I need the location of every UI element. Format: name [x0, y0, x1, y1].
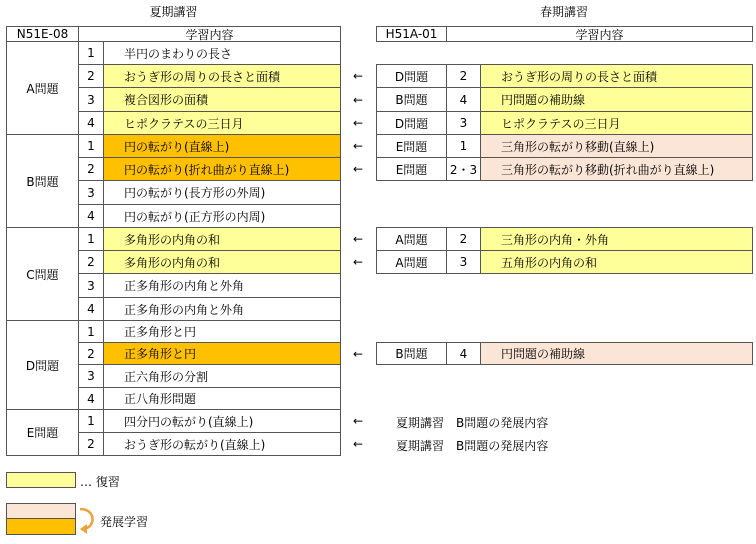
- spring-text: 円問題の補助線: [480, 342, 753, 365]
- spring-label: D問題: [376, 64, 447, 88]
- spring-label: B問題: [376, 87, 447, 112]
- legend-summer-swatch: [6, 518, 76, 535]
- group-label-e: E問題: [6, 409, 79, 456]
- spring-code: H51A-01: [376, 26, 447, 42]
- row-number: 3: [78, 273, 104, 298]
- row-number: 2: [78, 432, 104, 456]
- row-number: 4: [78, 111, 104, 135]
- spring-text: 円問題の補助線: [480, 87, 753, 112]
- row-text: 多角形の内角の和: [103, 250, 341, 274]
- legend-review-label: … 復習: [80, 475, 120, 489]
- arrow-icon: ←: [352, 69, 364, 83]
- spring-number: 4: [446, 87, 481, 112]
- spring-label: A問題: [376, 250, 447, 274]
- row-text: 多角形の内角の和: [103, 227, 341, 251]
- arrow-icon: ←: [352, 162, 364, 176]
- row-text: 円の転がり(折れ曲がり直線上): [103, 157, 341, 181]
- spring-number: 2: [446, 64, 481, 88]
- row-text: 複合図形の面積: [103, 87, 341, 112]
- arrow-icon: ←: [352, 347, 364, 361]
- spring-label: E問題: [376, 157, 447, 181]
- row-text: ヒポクラテスの三日月: [103, 111, 341, 135]
- row-number: 3: [78, 180, 104, 205]
- row-number: 2: [78, 250, 104, 274]
- spring-label: D問題: [376, 111, 447, 135]
- spring-number: 2: [446, 227, 481, 251]
- spring-text: おうぎ形の周りの長さと面積: [480, 64, 753, 88]
- row-number: 4: [78, 204, 104, 228]
- arrow-icon: ←: [352, 437, 364, 451]
- group-label-b: B問題: [6, 134, 79, 228]
- summer-code: N51E-08: [6, 26, 79, 42]
- spring-label: A問題: [376, 227, 447, 251]
- arrow-icon: ←: [352, 414, 364, 428]
- row-text: おうぎ形の周りの長さと面積: [103, 64, 341, 88]
- row-number: 1: [78, 320, 104, 343]
- arrow-icon: ←: [352, 116, 364, 130]
- spring-label: B問題: [376, 342, 447, 365]
- group-label-d: D問題: [6, 320, 79, 410]
- legend-review-swatch: [6, 472, 76, 488]
- spring-label: E問題: [376, 134, 447, 158]
- arrow-icon: ←: [352, 139, 364, 153]
- group-label-a: A問題: [6, 41, 79, 135]
- legend-development-swatch: [6, 503, 76, 519]
- row-number: 4: [78, 387, 104, 410]
- summer-title: 夏期講習: [149, 5, 198, 19]
- summer-header: 学習内容: [78, 26, 341, 42]
- row-text: 円の転がり(直線上): [103, 134, 341, 158]
- spring-text: 三角形の転がり移動(折れ曲がり直線上): [480, 157, 753, 181]
- group-label-c: C問題: [6, 227, 79, 321]
- row-number: 2: [78, 342, 104, 365]
- row-text: 正八角形問題: [103, 387, 341, 410]
- row-number: 1: [78, 409, 104, 433]
- row-text: おうぎ形の転がり(直線上): [103, 432, 341, 456]
- row-text: 正多角形の内角と外角: [103, 273, 341, 298]
- row-text: 正多角形と円: [103, 342, 341, 365]
- spring-header: 学習内容: [446, 26, 753, 42]
- row-number: 3: [78, 364, 104, 388]
- row-number: 2: [78, 64, 104, 88]
- row-text: 正多角形と円: [103, 320, 341, 343]
- arrow-icon: ←: [352, 93, 364, 107]
- row-number: 1: [78, 134, 104, 158]
- curved-arrow-icon: [78, 505, 100, 535]
- row-text: 円の転がり(長方形の外周): [103, 180, 341, 205]
- row-text: 正多角形の内角と外角: [103, 297, 341, 321]
- arrow-icon: ←: [352, 255, 364, 269]
- legend-development-label: 発展学習: [100, 515, 149, 529]
- row-text: 正六角形の分割: [103, 364, 341, 388]
- spring-text: 五角形の内角の和: [480, 250, 753, 274]
- row-number: 1: [78, 227, 104, 251]
- spring-title: 春期講習: [539, 5, 588, 19]
- row-text: 半円のまわりの長さ: [103, 41, 341, 65]
- spring-number: 3: [446, 250, 481, 274]
- development-note: 夏期講習 B問題の発展内容: [396, 439, 549, 453]
- development-note: 夏期講習 B問題の発展内容: [396, 416, 549, 430]
- row-number: 1: [78, 41, 104, 65]
- row-text: 四分円の転がり(直線上): [103, 409, 341, 433]
- arrow-icon: ←: [352, 232, 364, 246]
- row-number: 3: [78, 87, 104, 112]
- spring-number: 4: [446, 342, 481, 365]
- row-text: 円の転がり(正方形の内周): [103, 204, 341, 228]
- spring-number: 2・3: [446, 157, 481, 181]
- spring-number: 1: [446, 134, 481, 158]
- row-number: 4: [78, 297, 104, 321]
- spring-text: 三角形の内角・外角: [480, 227, 753, 251]
- row-number: 2: [78, 157, 104, 181]
- spring-text: ヒポクラテスの三日月: [480, 111, 753, 135]
- spring-number: 3: [446, 111, 481, 135]
- spring-text: 三角形の転がり移動(直線上): [480, 134, 753, 158]
